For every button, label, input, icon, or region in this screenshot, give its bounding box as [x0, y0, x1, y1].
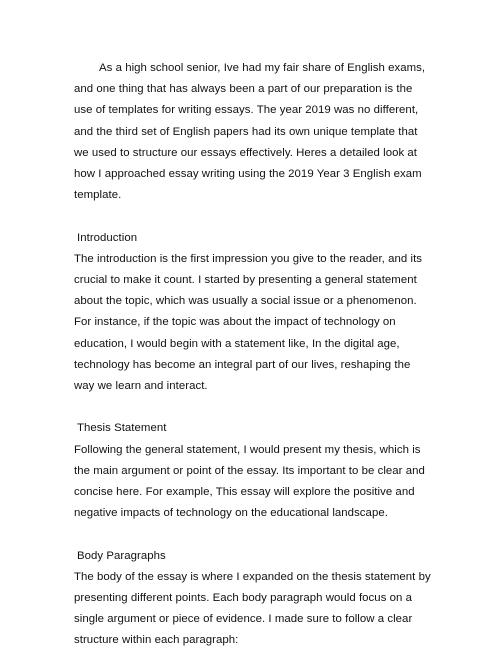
section-body-thesis-statement: Following the general statement, I would present my thesis, which is the main argument or point of the essay. Its important to be clear and concise here. For example, This essay will explore the positive and negative impacts of technology on the educational landscape. — [74, 443, 425, 520]
section-heading-thesis-statement: Thesis Statement — [77, 422, 167, 435]
section-body-introduction: The introduction is the first impression you give to the reader, and its crucial to make it count. I started by presenting a general statement about the topic, which was usually a social issue or a phenomenon. For instance, if the topic was about the impact of technology on education, I would begin with a statement like, In the digital age, technology has become an integral part of our lives, reshaping the way we learn and interact. — [74, 252, 423, 393]
section-heading-introduction: Introduction — [77, 231, 138, 244]
intro-paragraph: As a high school senior, Ive had my fair share of English exams, and one thing that has always been a part of our preparation is the use of templates for writing essays. The year 2019 was no different, and the third set of English papers had its own unique template that we used to structure our essays effectively. Heres a detailed look at how I approached essay writing using the 2019 Year 3 English exam template. — [74, 62, 426, 202]
section-body-body-paragraphs: The body of the essay is where I expanded on the thesis statement by presenting different points. Each body paragraph would focus on a single argument or piece of evidence. I made sure to follow a clear structure within each paragraph: — [74, 570, 431, 647]
section-heading-body-paragraphs: Body Paragraphs — [77, 549, 166, 562]
